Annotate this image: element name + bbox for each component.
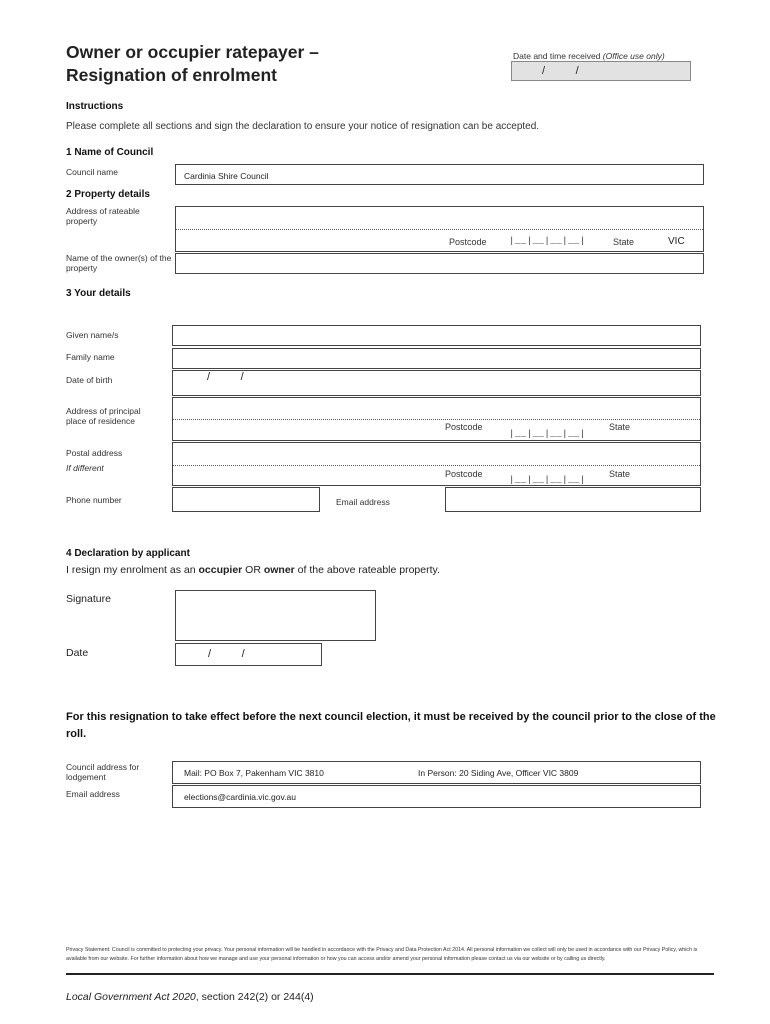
lodgement-mail: Mail: PO Box 7, Pakenham VIC 3810 <box>184 768 324 778</box>
lodgement-email-field <box>172 785 701 808</box>
declaration-text-post: of the above rateable property. <box>294 564 440 576</box>
property-postcode-label: Postcode <box>449 237 487 247</box>
footer-act-italic: Local Government Act 2020 <box>66 991 196 1003</box>
office-use-label <box>513 51 665 61</box>
email-label: Email address <box>336 497 390 507</box>
signature-label: Signature <box>66 593 111 605</box>
given-name-field[interactable] <box>172 325 701 346</box>
lodgement-in-person: In Person: 20 Siding Ave, Officer VIC 3809 <box>418 768 579 778</box>
lodgement-email[interactable]: elections@cardinia.vic.gov.au <box>184 792 296 802</box>
residence-postcode-label: Postcode <box>445 422 483 432</box>
page-title-line1: Owner or occupier ratepayer – <box>66 42 319 62</box>
property-state-value: VIC <box>668 236 685 247</box>
signature-field[interactable] <box>175 590 376 641</box>
owners-name-field[interactable] <box>175 253 704 274</box>
email-field[interactable] <box>445 487 701 512</box>
dob-field[interactable] <box>172 370 319 396</box>
page-title-line2: Resignation of enrolment <box>66 65 277 85</box>
declaration-text-pre: I resign my enrolment as an <box>66 564 199 576</box>
declaration-occupier: occupier <box>198 564 243 576</box>
owners-name-label: Name of the owner(s) of the property <box>66 253 172 273</box>
instructions-text: Please complete all sections and sign the declaration to ensure your notice of resignation can be accepted. <box>66 121 540 132</box>
section4-heading: 4 Declaration by applicant <box>66 548 190 559</box>
postal-postcode-label: Postcode <box>445 469 483 479</box>
footer-act-rest: , section 242(2) or 244(4) <box>195 991 314 1003</box>
postal-address-label: Postal address <box>66 448 123 458</box>
phone-label: Phone number <box>66 495 122 505</box>
postal-state-label: State <box>609 469 631 479</box>
postal-postcode-boxes[interactable]: |__|__|__|__| <box>509 475 586 485</box>
residence-postcode-boxes[interactable]: |__|__|__|__| <box>509 429 586 439</box>
footer-act <box>66 991 314 1003</box>
section1-heading: 1 Name of Council <box>66 147 154 158</box>
privacy-statement: Privacy Statement: Council is committed to protecting your privacy. Your personal information will be handled in accordance with the Privacy and Data Protection Act 2014. All personal information we collect will only be used in accordance with our Privacy Policy, which is available from our website. For further information about how we manage and use your personal information or how you can access and/or amend your personal information please contact us via our website or by calling us directly. <box>66 947 698 962</box>
lodgement-address-field <box>172 761 701 784</box>
office-use-date: / / <box>542 65 579 77</box>
declaration-date-slashes: / / <box>208 648 245 660</box>
declaration-date-label: Date <box>66 647 89 659</box>
dob-label: Date of birth <box>66 375 113 385</box>
dob-slashes: / / <box>207 371 244 383</box>
footer-rule <box>66 973 714 975</box>
family-name-label: Family name <box>66 352 115 362</box>
phone-field[interactable] <box>172 487 320 512</box>
declaration-date-field[interactable] <box>175 643 322 666</box>
office-use-field <box>511 61 691 81</box>
dob-spacer <box>318 370 701 396</box>
council-name-value: Cardinia Shire Council <box>184 171 269 181</box>
family-name-field[interactable] <box>172 348 701 369</box>
declaration-text <box>66 564 440 576</box>
property-postcode-boxes[interactable]: |__|__|__|__| <box>509 236 586 246</box>
council-name-field[interactable] <box>175 164 704 185</box>
council-name-label: Council name <box>66 167 118 177</box>
lodgement-address-label: Council address for lodgement <box>66 762 140 782</box>
office-use-label-italic: (Office use only) <box>602 51 665 61</box>
property-address-divider <box>176 229 703 230</box>
postal-address-field[interactable] <box>172 442 701 486</box>
page-title <box>66 41 319 87</box>
declaration-or: OR <box>242 564 264 576</box>
property-state-label: State <box>613 237 635 247</box>
declaration-owner: owner <box>263 564 295 576</box>
property-address-label: Address of rateable property <box>66 206 140 226</box>
residence-state-label: State <box>609 422 631 432</box>
office-use-label-text: Date and time received <box>513 51 603 61</box>
residence-address-label: Address of principal place of residence <box>66 406 141 426</box>
instructions-heading: Instructions <box>66 101 124 112</box>
given-name-label: Given name/s <box>66 330 119 340</box>
section3-heading: 3 Your details <box>66 288 131 299</box>
postal-address-sublabel: If different <box>66 463 104 473</box>
postal-address-divider <box>173 465 700 466</box>
section2-heading: 2 Property details <box>66 189 150 200</box>
lodgement-email-label: Email address <box>66 789 120 799</box>
deadline-notice: For this resignation to take effect before the next council election, it must be received by the council prior to the close of the roll. <box>66 711 716 740</box>
residence-address-divider <box>173 419 700 420</box>
